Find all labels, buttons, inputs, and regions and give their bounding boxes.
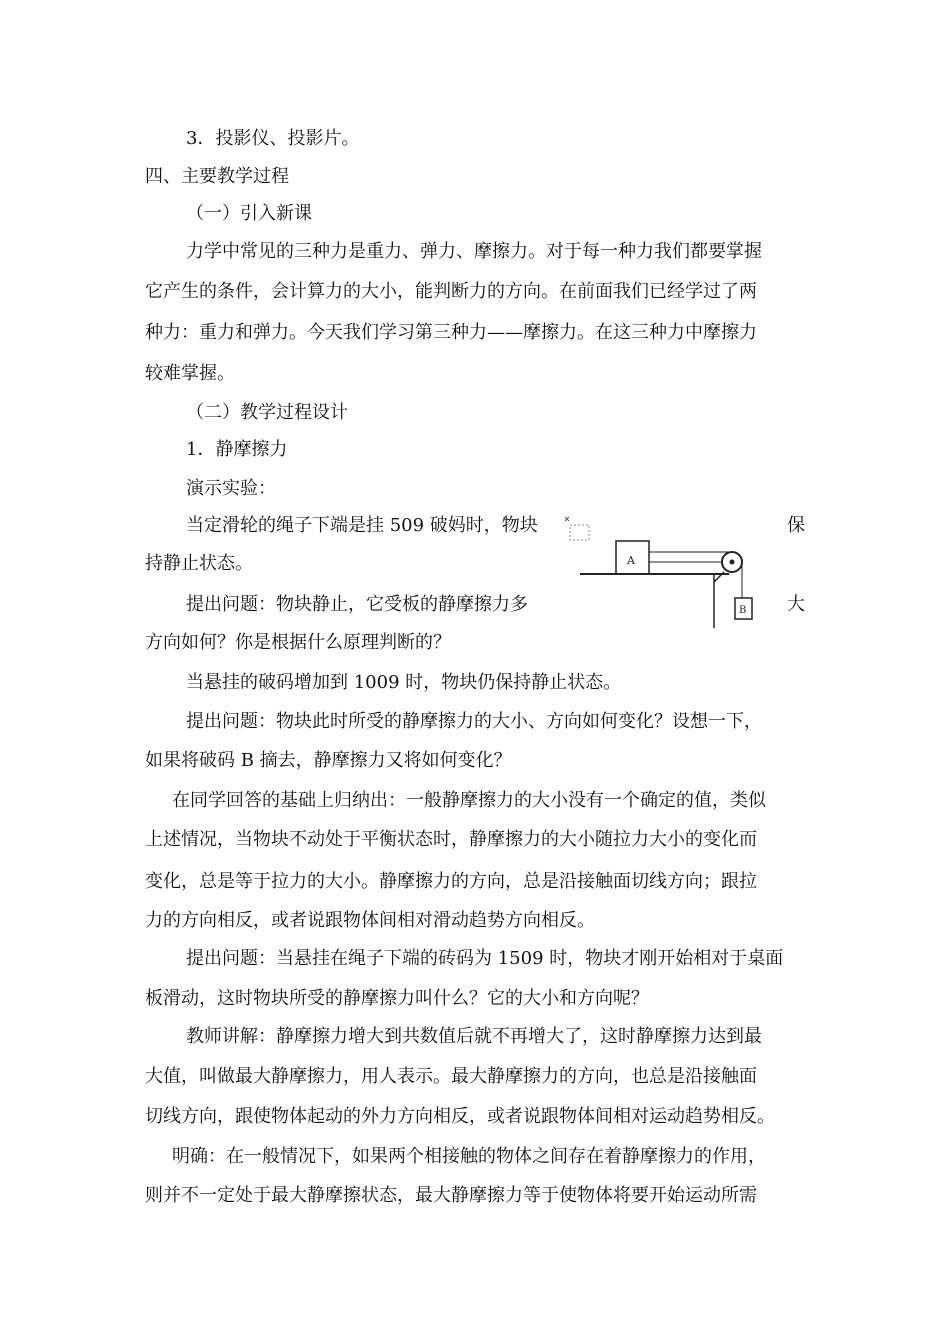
text-line: 提出问题：物块静止，它受板的静摩擦力多 <box>186 594 528 615</box>
text-line: 当悬挂的破码增加到 1009 时，物块仍保持静止状态。 <box>186 672 622 693</box>
text-line: 持静止状态。 <box>145 553 253 574</box>
text-line: 演示实验： <box>186 478 276 499</box>
text-line: 则并不一定处于最大静摩擦状态，最大静摩擦力等于使物体将要开始运动所需 <box>145 1185 757 1206</box>
text-line: 板滑动，这时物块所受的静摩擦力叫什么？它的大小和方向呢？ <box>145 988 649 1009</box>
text-line: 明确：在一般情况下，如果两个相接触的物体之间存在着静摩擦力的作用， <box>172 1146 766 1167</box>
text-line: 保 <box>787 515 805 536</box>
text-line: 大 <box>787 594 805 615</box>
text-line: 种力：重力和弹力。今天我们学习第三种力——摩擦力。在这三种力中摩擦力 <box>145 322 757 343</box>
section-heading: 四、主要教学过程 <box>145 166 289 187</box>
text-line: 当定滑轮的绳子下端是挂 509 破妈时，物块 <box>186 515 538 536</box>
image-placeholder-icon <box>565 517 589 540</box>
text-line: 3．投影仪、投影片。 <box>186 128 360 149</box>
subsection-heading: （一）引入新课 <box>186 203 312 224</box>
block-b-label: B <box>739 605 747 616</box>
text-line: 力学中常见的三种力是重力、弹力、摩擦力。对于每一种力我们都要掌握 <box>186 241 762 262</box>
text-line: 力的方向相反，或者说跟物体间相对滑动趋势方向相反。 <box>145 910 595 931</box>
text-line: 提出问题：物块此时所受的静摩擦力的大小、方向如何变化？设想一下， <box>186 711 762 732</box>
text-line: 方向如何？你是根据什么原理判断的？ <box>145 632 451 653</box>
text-line: 在同学回答的基础上归纳出：一般静摩擦力的大小没有一个确定的值，类似 <box>172 790 766 811</box>
block-a-label: A <box>627 554 635 567</box>
text-line: 大值，叫做最大静摩擦力，用人表示。最大静摩擦力的方向，也总是沿接触面 <box>145 1066 757 1087</box>
text-line: 它产生的条件，会计算力的大小，能判断力的方向。在前面我们已经学过了两 <box>145 281 757 302</box>
text-line: 变化，总是等于拉力的大小。静摩擦力的方向，总是沿接触面切线方向；跟拉 <box>145 871 757 892</box>
text-line: 教师讲解：静摩擦力增大到共数值后就不再增大了，这时静摩擦力达到最 <box>186 1026 762 1047</box>
pulley-diagram <box>564 516 760 628</box>
text-line: 上述情况，当物块不动处于平衡状态时，静摩擦力的大小随拉力大小的变化而 <box>145 829 757 850</box>
text-line: 提出问题：当悬挂在绳子下端的砖码为 1509 时，物块才刚开始相对于桌面 <box>186 948 784 969</box>
text-line: 如果将破码 B 摘去，静摩擦力又将如何变化？ <box>145 750 512 771</box>
subsection-heading: （二）教学过程设计 <box>186 402 348 423</box>
text-line: 较难掌握。 <box>145 363 235 384</box>
pulley-axle <box>730 560 735 565</box>
text-line: 1．静摩擦力 <box>186 439 288 460</box>
text-line: 切线方向，跟使物体起动的外力方向相反，或者说跟物体间相对运动趋势相反。 <box>145 1106 775 1127</box>
